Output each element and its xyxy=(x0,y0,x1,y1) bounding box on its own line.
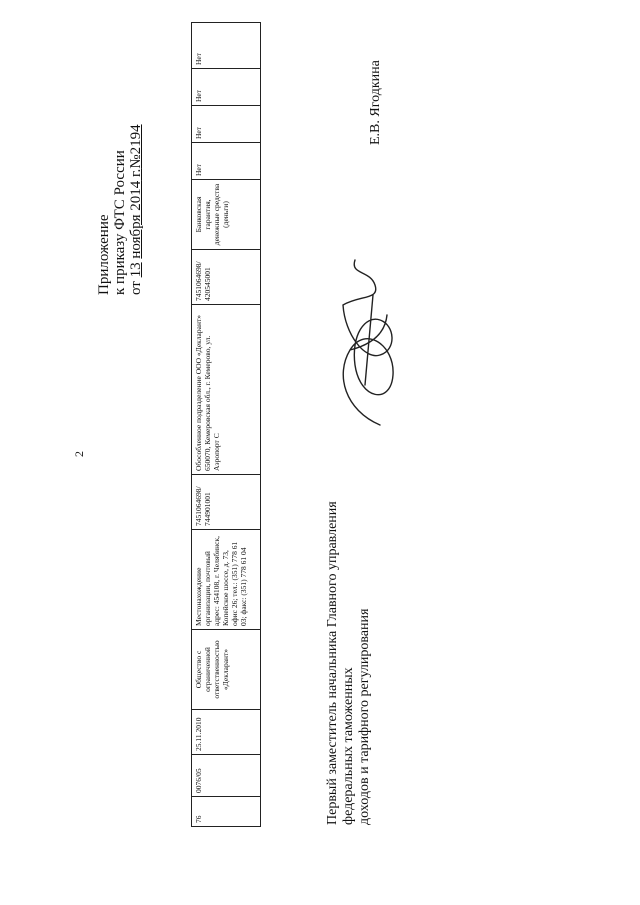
col-12: Нет xyxy=(192,69,261,106)
branch-inn-kpp: 7451064698/ 420545001 xyxy=(192,250,261,305)
col-10: Нет xyxy=(192,143,261,180)
appendix-order-date: от 13 ноября 2014 г.№2194 xyxy=(128,124,144,295)
order-number: №2194 xyxy=(128,124,144,169)
appendix-header xyxy=(96,124,144,295)
branch: Обособленное подразделение ООО «Декларант» 650070, Кемеровская обл., г. Кемерово, ул. Аэропорт С xyxy=(192,305,261,475)
reg-date: 25.11.2010 xyxy=(192,710,261,755)
organization-address: Местонахождение организации, почтовый адрес: 454108, г. Челябинск, Копейское шоссе, д. 73, офис 26; тел.: (351) 778 61 03; факс: (351) 778 61 04 xyxy=(192,530,261,630)
registry-table xyxy=(191,22,261,827)
signatory-title-line3: доходов и тарифного регулирования xyxy=(357,608,372,825)
order-month-year: ноября 2014 xyxy=(128,180,144,259)
col-13: Нет xyxy=(192,23,261,69)
appendix-title: Приложение xyxy=(96,214,112,295)
row-index: 76 xyxy=(192,797,261,827)
order-day: 13 xyxy=(128,262,144,278)
col-11: Нет xyxy=(192,106,261,143)
signer-name: Е.В. Ягодкина xyxy=(368,60,383,145)
signatory-title-line1: Первый заместитель начальника Главного управления xyxy=(325,501,340,825)
handwritten-signature xyxy=(325,235,405,445)
inn-kpp: 7451064698/ 744901001 xyxy=(192,475,261,530)
table-row xyxy=(192,23,261,827)
signatory-title-line2: федеральных таможенных xyxy=(341,667,356,825)
organization-name: Общество с ограниченной ответственностью «Декларант» xyxy=(192,630,261,710)
guarantee-type: Банковская гарантия, денежные средства (деньги) xyxy=(192,180,261,250)
signatory-block xyxy=(325,501,373,825)
appendix-order-ref: к приказу ФТС России xyxy=(112,150,128,295)
reg-number: 0076/05 xyxy=(192,755,261,797)
page-number: 2 xyxy=(72,451,86,457)
